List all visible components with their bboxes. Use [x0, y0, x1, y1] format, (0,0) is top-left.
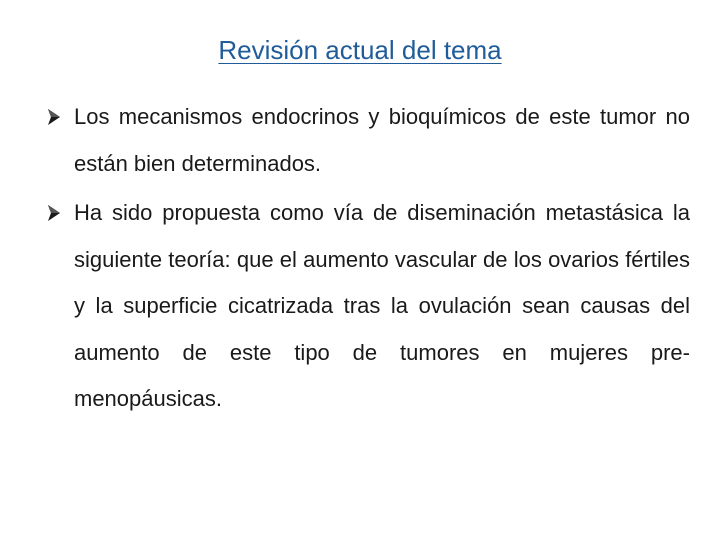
arrow-bullet-icon [46, 108, 62, 126]
bullet-list [44, 94, 690, 426]
bullet-item [44, 94, 690, 187]
bullet-text: Ha sido propuesta como vía de diseminación metastásica la siguiente teoría: que el aumento vascular de los ovarios fértiles y la superficie cicatrizada tras la ovulación sean causas del aumento de este tipo de tumores en mujeres pre-menopáusicas. [74, 200, 690, 411]
arrow-bullet-icon [46, 204, 62, 222]
bullet-item [44, 190, 690, 423]
bullet-text: Los mecanismos endocrinos y bioquímicos de este tumor no están bien determinados. [74, 104, 690, 176]
slide-title: Revisión actual del tema [218, 35, 502, 65]
